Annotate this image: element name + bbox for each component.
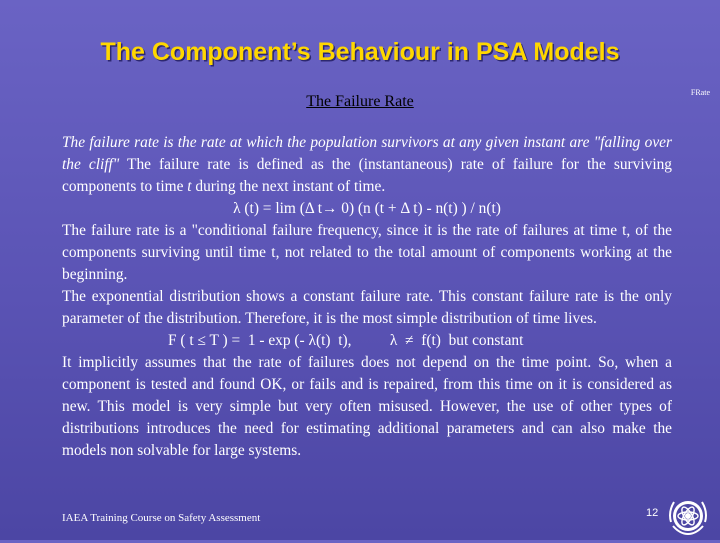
footer-text: IAEA Training Course on Safety Assessment: [62, 512, 261, 524]
formula-exponential: F ( t ≤ T ) = 1 - exp (- λ(t) t), λ ≠ f(t) but constant: [168, 332, 524, 349]
page-number: 12: [646, 507, 659, 519]
paragraph-exponential: The exponential distribution shows a constant failure rate. This constant failure rate is the only parameter of the distribution. Therefore, it is the most simple distribution of time lives.: [62, 288, 672, 327]
paragraph-definition: [62, 132, 672, 198]
slide-body: [62, 132, 672, 462]
slide-title: The Component’s Behaviour in PSA Models: [100, 38, 620, 66]
paragraph-definition-italic: The failure rate is the rate at which the population survivors at any given instant are "falling over the cliff": [62, 134, 672, 173]
iaea-logo-icon: [666, 494, 710, 538]
paragraph-assumption: It implicitly assumes that the rate of failures does not depend on the time point. So, when a component is tested and found OK, or fails and is repaired, from this time on it is considered as new. This model is very simple but very often misused. However, the use of other types of distributions introduces the need for estimating additional parameters and can also make the models non solvable for large systems.: [62, 354, 672, 459]
formula-failure-rate: λ (t) = lim (Δ t→ 0) (n (t + Δ t) - n(t) ) / n(t): [233, 200, 501, 217]
slide-tag: FRate: [690, 88, 710, 97]
paragraph-definition-text-b: during the next instant of time.: [191, 178, 386, 195]
paragraph-definition-text-a: The failure rate is defined as the (instantaneous) rate of failure for the surviving components to time: [62, 156, 672, 195]
paragraph-conditional: The failure rate is a "conditional failure frequency, since it is the rate of failures at time t, of the components surviving until time t, not related to the total amount of components working at the beginning.: [62, 222, 672, 283]
section-heading: The Failure Rate: [306, 93, 414, 110]
paragraph-definition-t: t: [187, 178, 192, 195]
